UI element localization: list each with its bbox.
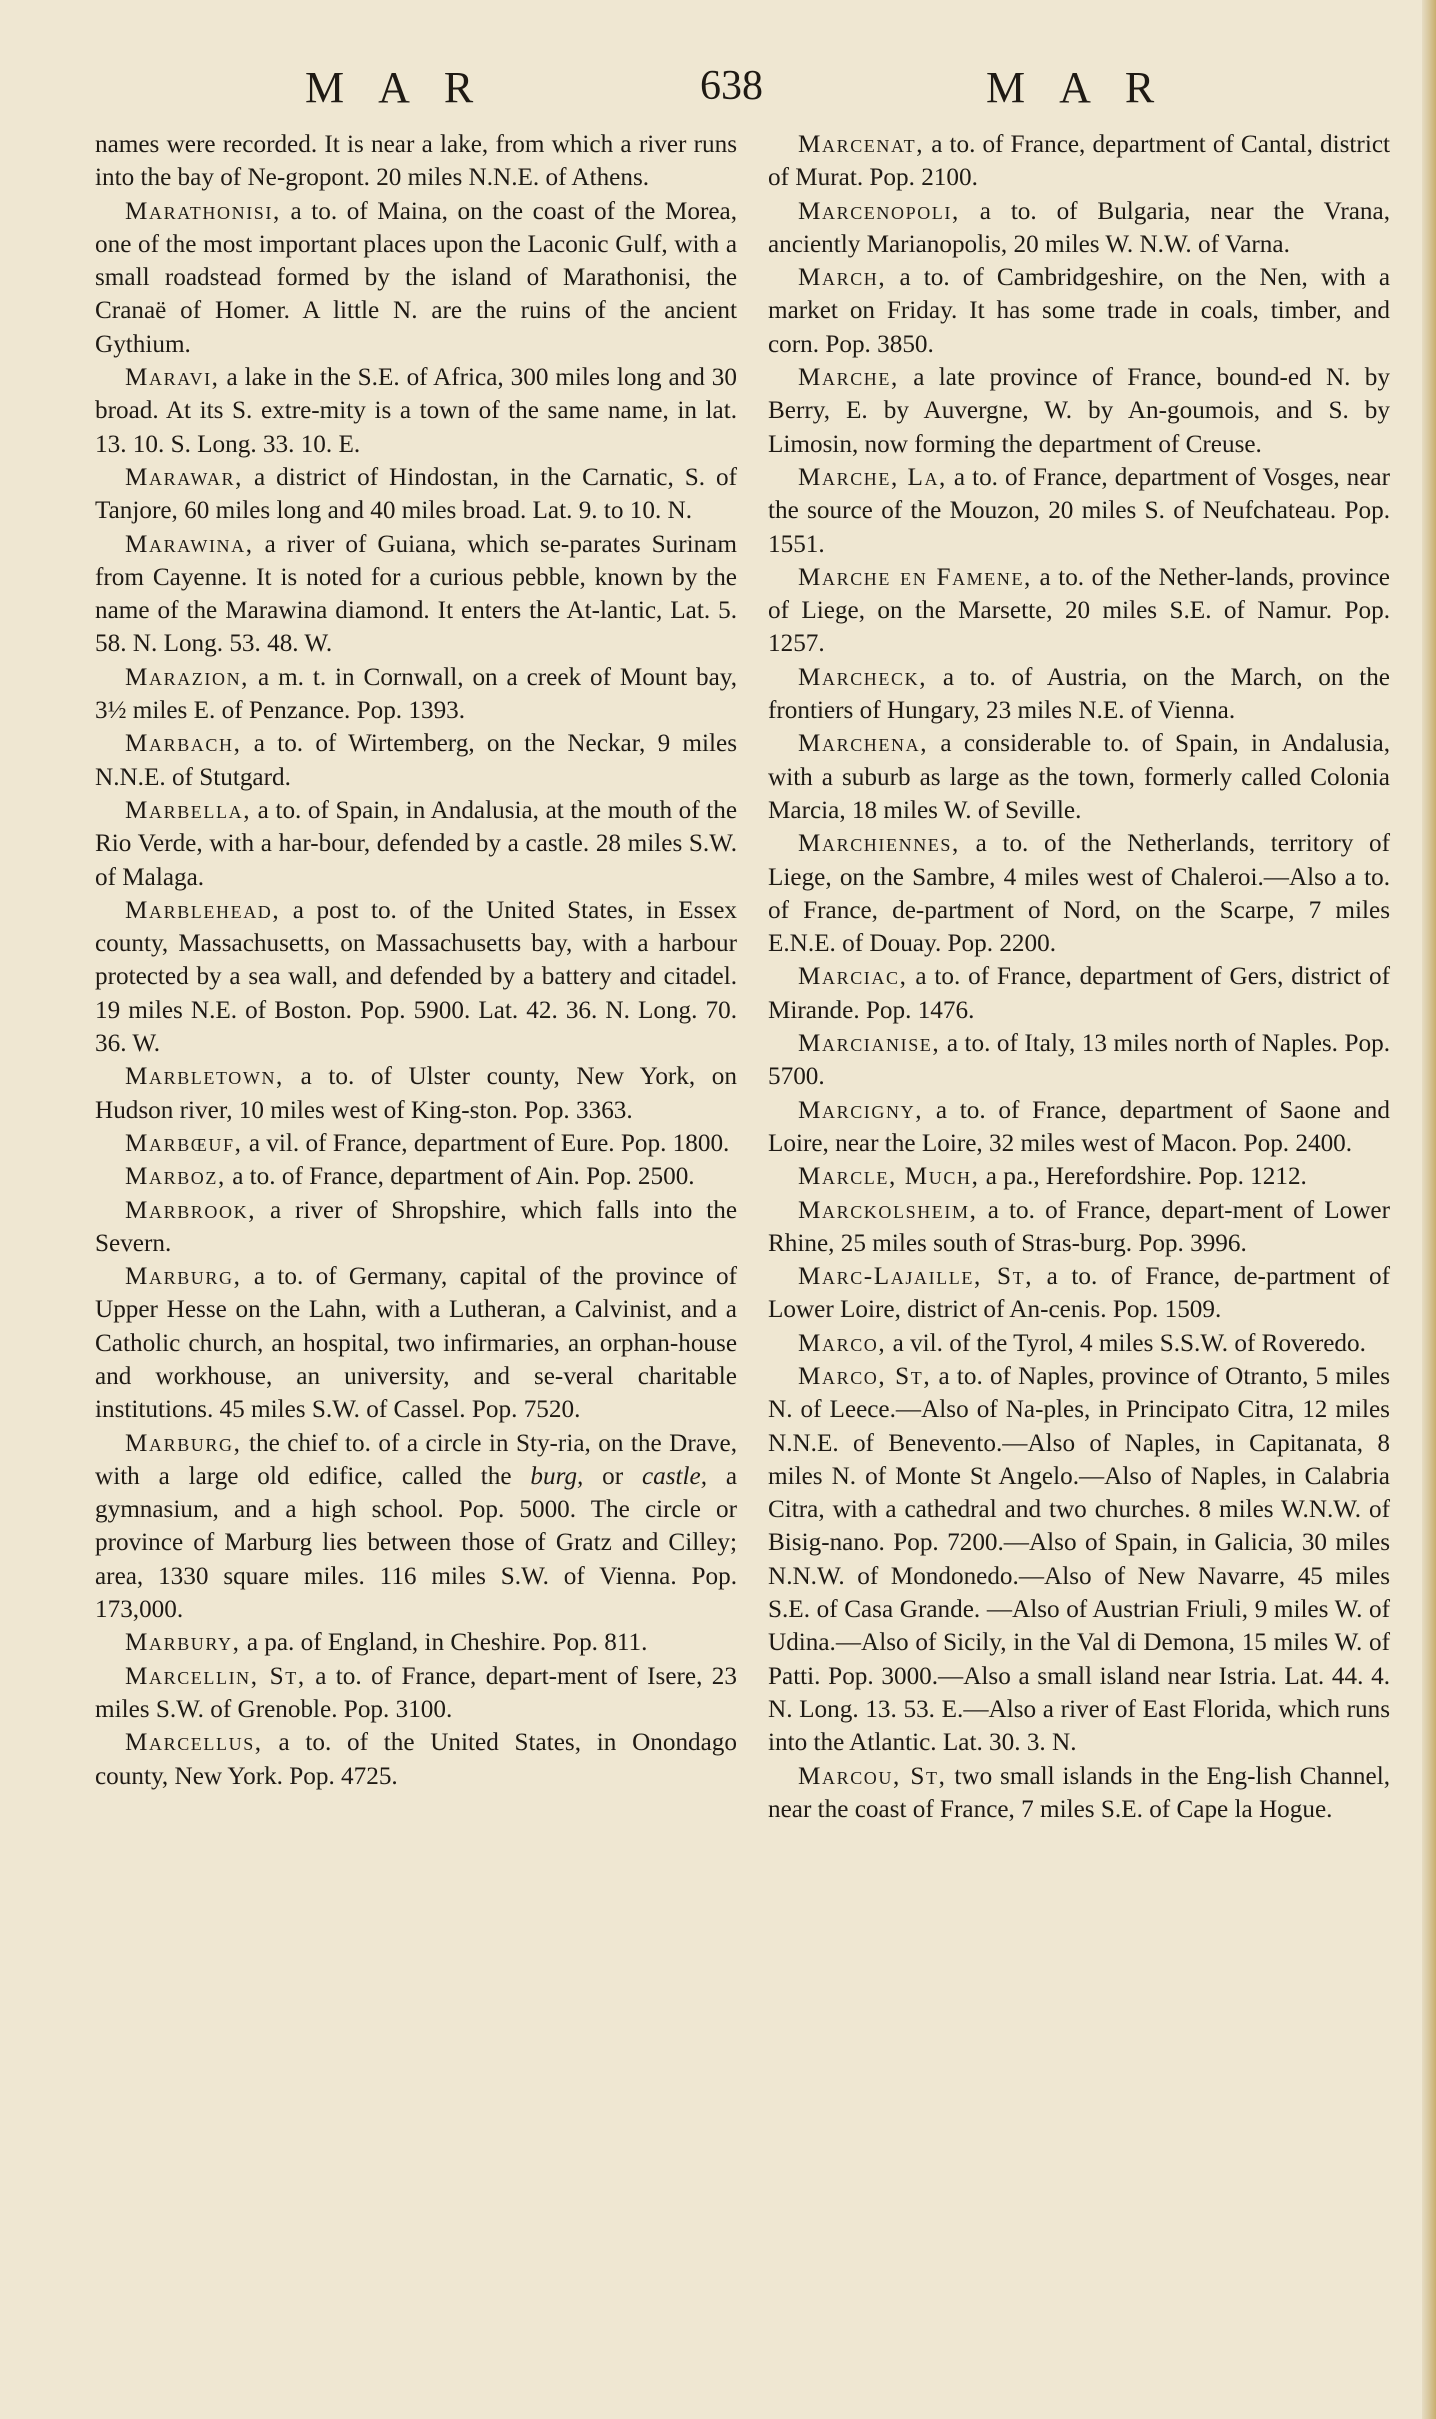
entry-headword: Marcheck, xyxy=(798,663,928,691)
gazetteer-entry xyxy=(768,827,1390,960)
entry-text: a district of Hindostan, in the Carnatic, S. of Tanjore, 60 miles long and 40 miles broad. Lat. 9. to 10. N. xyxy=(95,463,737,525)
gazetteer-entry xyxy=(768,1260,1390,1327)
entry-headword: Marawar, xyxy=(125,463,244,491)
gazetteer-entry xyxy=(95,1427,737,1627)
entry-headword: Marbletown, xyxy=(125,1063,284,1091)
entry-text: a to. of Maina, on the coast of the Morea, one of the most important places upon the Laconic Gulf, with a small roadstead formed by the island of Marathonisi, the Cranaë of Homer. A little N. are the ruins of the ancient Gythium. xyxy=(95,197,737,358)
entry-headword: Marcenat, xyxy=(798,131,925,158)
gazetteer-entry xyxy=(768,261,1390,361)
entry-text: a to. of the United States, in Onondago county, New York. Pop. 4725. xyxy=(95,1729,737,1790)
entry-headword: Marc-Lajaille, St, xyxy=(798,1263,1034,1291)
entry-headword: Marbury, xyxy=(125,1629,241,1657)
entry-text: a to. of Ulster county, New York, on Hudson river, 10 miles west of King-ston. Pop. 3363. xyxy=(95,1063,737,1124)
entry-headword: Marblehead, xyxy=(125,896,281,924)
gazetteer-entry xyxy=(95,894,737,1060)
entry-text: a late province of France, bound-ed N. by Berry, E. by Auvergne, W. by An-goumois, and S. by Limosin, now forming the department of Creuse. xyxy=(768,364,1390,458)
entry-text: a to. of Germany, capital of the province of Upper Hesse on the Lahn, with a Lutheran, a Calvinist, and a Catholic church, an hospital, two infirmaries, an orphan-house and workhouse, an university, and se-veral charitable institutions. 45 miles S.W. of Cassel. Pop. 7520. xyxy=(95,1263,737,1424)
entry-headword: Marcianise, xyxy=(798,1030,941,1058)
entry-text: a to. of France, department of Vosges, near the source of the Mouzon, 20 miles S. of Neufchateau. Pop. 1551. xyxy=(768,463,1390,558)
gazetteer-entry xyxy=(768,1194,1390,1261)
entry-headword: Marche, La, xyxy=(798,463,947,491)
gazetteer-entry xyxy=(95,661,737,728)
entry-text: a to. of France, department of Cantal, district of Murat. Pop. 2100. xyxy=(768,131,1390,192)
entry-headword: Marcle, Much, xyxy=(798,1163,980,1191)
gazetteer-entry xyxy=(95,461,737,528)
entry-text: a to. of France, depart-ment of Lower Rhine, 25 miles south of Stras-burg. Pop. 3996. xyxy=(768,1196,1390,1257)
entry-headword: Marco, xyxy=(798,1329,887,1357)
entry-headword: Marcigny, xyxy=(798,1096,924,1124)
entry-text: a to. of France, department of Saone and Loire, near the Loire, 32 miles west of Macon. Pop. 2400. xyxy=(768,1096,1390,1157)
entry-headword: Marburg, xyxy=(125,1263,242,1291)
entry-text: a to. of France, department of Ain. Pop. 2500. xyxy=(225,1163,695,1191)
entry-headword: Marawina, xyxy=(125,530,254,558)
gazetteer-entry xyxy=(768,1160,1390,1193)
entry-text: a river of Shropshire, which falls into the Severn. xyxy=(95,1196,737,1257)
entry-text: a pa., Herefordshire. Pop. 1212. xyxy=(979,1163,1307,1191)
entry-headword: Marcellus, xyxy=(125,1729,263,1757)
gazetteer-entry xyxy=(95,1060,737,1127)
gazetteer-entry xyxy=(95,528,737,661)
gazetteer-entry xyxy=(768,661,1390,728)
header-left: MAR xyxy=(305,63,508,112)
gazetteer-entry xyxy=(768,727,1390,827)
entry-text: the chief to. of a circle in Sty-ria, on the Drave, with a large old edifice, called the xyxy=(95,1429,737,1490)
running-header xyxy=(0,62,1410,122)
gazetteer-entry xyxy=(95,1194,737,1261)
entry-text: a gymnasium, and a high school. Pop. 5000. The circle or province of Marburg lies between those of Gratz and Cilley; area, 1330 square miles. 116 miles S.W. of Vienna. Pop. 173,000. xyxy=(95,1462,738,1624)
entry-headword: Marbach, xyxy=(125,730,242,758)
entry-text: a to. of Austria, on the March, on the frontiers of Hungary, 23 miles N.E. of Vienna. xyxy=(768,663,1390,725)
gazetteer-entry xyxy=(95,727,737,794)
gazetteer-entry xyxy=(95,1127,737,1160)
entry-text: a to. of Italy, 13 miles north of Naples. Pop. 5700. xyxy=(768,1030,1390,1091)
entry-text: a to. of France, depart-ment of Isere, 23 miles S.W. of Grenoble. Pop. 3100. xyxy=(95,1662,737,1723)
gazetteer-entry xyxy=(768,1327,1390,1360)
gazetteer-entry xyxy=(768,561,1390,661)
gazetteer-entry xyxy=(95,1726,737,1793)
right-column xyxy=(768,128,1390,1826)
entry-text: a to. of France, department of Gers, district of Mirande. Pop. 1476. xyxy=(768,963,1390,1024)
entry-text: a vil. of the Tyrol, 4 miles S.S.W. of Roveredo. xyxy=(886,1329,1366,1357)
entry-headword: Marazion, xyxy=(125,663,250,691)
gazetteer-entry xyxy=(95,1626,737,1659)
gazetteer-entry xyxy=(95,195,737,361)
gazetteer-entry xyxy=(768,1360,1390,1760)
gazetteer-entry xyxy=(95,1260,737,1426)
entry-headword: Marbœuf, xyxy=(125,1129,243,1157)
entry-text: names were recorded. It is near a lake, from which a river runs into the bay of Ne-gropont. 20 miles N.N.E. of Athens. xyxy=(95,131,737,192)
gazetteer-entry xyxy=(95,794,737,894)
entry-text: a m. t. in Cornwall, on a creek of Mount bay, 3½ miles E. of Penzance. Pop. 1393. xyxy=(95,663,737,725)
gazetteer-entry xyxy=(768,1760,1390,1827)
entry-italic: castle, xyxy=(641,1462,708,1490)
entry-headword: Marboz, xyxy=(125,1163,226,1191)
gazetteer-entry xyxy=(768,1027,1390,1094)
entry-headword: Marchena, xyxy=(798,730,929,758)
gazetteer-entry xyxy=(95,128,737,195)
entry-headword: Marcenopoli, xyxy=(798,197,960,225)
entry-headword: Marburg, xyxy=(125,1429,242,1457)
entry-headword: Marchiennes, xyxy=(798,830,960,858)
entry-text: a vil. of France, department of Eure. Pop. 1800. xyxy=(242,1129,730,1157)
entry-text: a to. of the Netherlands, territory of Liege, on the Sambre, 4 miles west of Chaleroi.—Also a to. of France, de-partment of Nord, on the Scarpe, 7 miles E.N.E. of Douay. Pop. 2200. xyxy=(768,830,1390,958)
entry-text: two small islands in the Eng-lish Channel, near the coast of France, 7 miles S.E. of Cape la Hogue. xyxy=(768,1762,1390,1823)
entry-text: or xyxy=(583,1462,642,1490)
entry-text: a to. of Wirtemberg, on the Neckar, 9 miles N.N.E. of Stutgard. xyxy=(95,730,737,791)
entry-text: a pa. of England, in Cheshire. Pop. 811. xyxy=(240,1629,648,1657)
entry-italic: burg, xyxy=(530,1462,584,1490)
entry-headword: Marciac, xyxy=(798,963,908,991)
gazetteer-entry xyxy=(768,361,1390,461)
page-edge xyxy=(1422,0,1436,2419)
entry-text: a lake in the S.E. of Africa, 300 miles long and 30 broad. At its S. extre-mity is a town of the same name, in lat. 13. 10. S. Long. 33. 10. E. xyxy=(95,364,737,458)
entry-headword: March, xyxy=(798,264,887,292)
gazetteer-entry xyxy=(768,461,1390,561)
entry-text: a to. of Bulgaria, near the Vrana, anciently Marianopolis, 20 miles W. N.W. of Varna. xyxy=(768,197,1390,258)
page-number: 638 xyxy=(700,63,763,109)
entry-text: a to. of the Nether-lands, province of Liege, on the Marsette, 20 miles S.E. of Namur. Pop. 1257. xyxy=(768,563,1390,658)
entry-headword: Marche en Famene, xyxy=(798,563,1032,591)
gazetteer-entry xyxy=(768,195,1390,262)
entry-text: a to. of Naples, province of Otranto, 5 miles N. of Leece.—Also of Na-ples, in Principato Citra, 12 miles N.N.E. of Benevento.—Also of Naples, in Capitanata, 8 miles N. of Monte St Angelo.—Also of Naples, in Calabria Citra, with a cathedral and two churches. 8 miles W.N.W. of Bisig-nano. Pop. 7200.—Also of Spain, in Galicia, 30 miles N.N.W. of Mondonedo.—Also of New Navarre, 45 miles S.E. of Casa Grande. —Also of Austrian Friuli, 9 miles W. of Udina.—Also of Sicily, in the Val di Demona, 15 miles W. of Patti. Pop. 3000.—Also a small island near Istria. Lat. 44. 4. N. Long. 13. 53. E.—Also a river of East Florida, which runs into the Atlantic. Lat. 30. 3. N. xyxy=(768,1362,1390,1757)
gazetteer-entry xyxy=(95,1160,737,1193)
header-right: MAR xyxy=(986,63,1189,112)
gazetteer-entry xyxy=(95,1660,737,1727)
entry-text: a to. of Cambridgeshire, on the Nen, with a market on Friday. It has some trade in coals, timber, and corn. Pop. 3850. xyxy=(768,264,1390,358)
left-column xyxy=(95,128,737,1793)
entry-headword: Maravi, xyxy=(125,364,220,392)
gazetteer-entry xyxy=(768,1094,1390,1161)
gazetteer-entry xyxy=(768,960,1390,1027)
entry-headword: Marcou, St, xyxy=(798,1762,947,1790)
entry-text: a post to. of the United States, in Essex county, Massachusetts, on Massachusetts bay, with a harbour protected by a sea wall, and defended by a battery and citadel. 19 miles N.E. of Boston. Pop. 5900. Lat. 42. 36. N. Long. 70. 36. W. xyxy=(95,896,737,1058)
entry-headword: Marathonisi, xyxy=(125,197,281,225)
gazetteer-entry xyxy=(768,128,1390,195)
gazetteer-entry xyxy=(95,361,737,461)
entry-headword: Marche, xyxy=(798,364,899,392)
entry-text: a river of Guiana, which se-parates Surinam from Cayenne. It is noted for a curious pebble, known by the name of the Marawina diamond. It enters the At-lantic, Lat. 5. 58. N. Long. 53. 48. W. xyxy=(95,530,737,658)
entry-headword: Marckolsheim, xyxy=(798,1196,978,1224)
entry-headword: Marcellin, St, xyxy=(125,1662,306,1690)
entry-text: a to. of France, de-partment of Lower Loire, district of An-cenis. Pop. 1509. xyxy=(768,1263,1390,1324)
entry-headword: Marco, St, xyxy=(798,1362,932,1390)
entry-headword: Marbella, xyxy=(125,796,252,824)
entry-headword: Marbrook, xyxy=(125,1196,257,1224)
entry-text: a to. of Spain, in Andalusia, at the mouth of the Rio Verde, with a har-bour, defended by a castle. 28 miles S.W. of Malaga. xyxy=(95,796,737,891)
entry-text: a considerable to. of Spain, in Andalusia, with a suburb as large as the town, formerly called Colonia Marcia, 18 miles W. of Seville. xyxy=(768,730,1390,824)
